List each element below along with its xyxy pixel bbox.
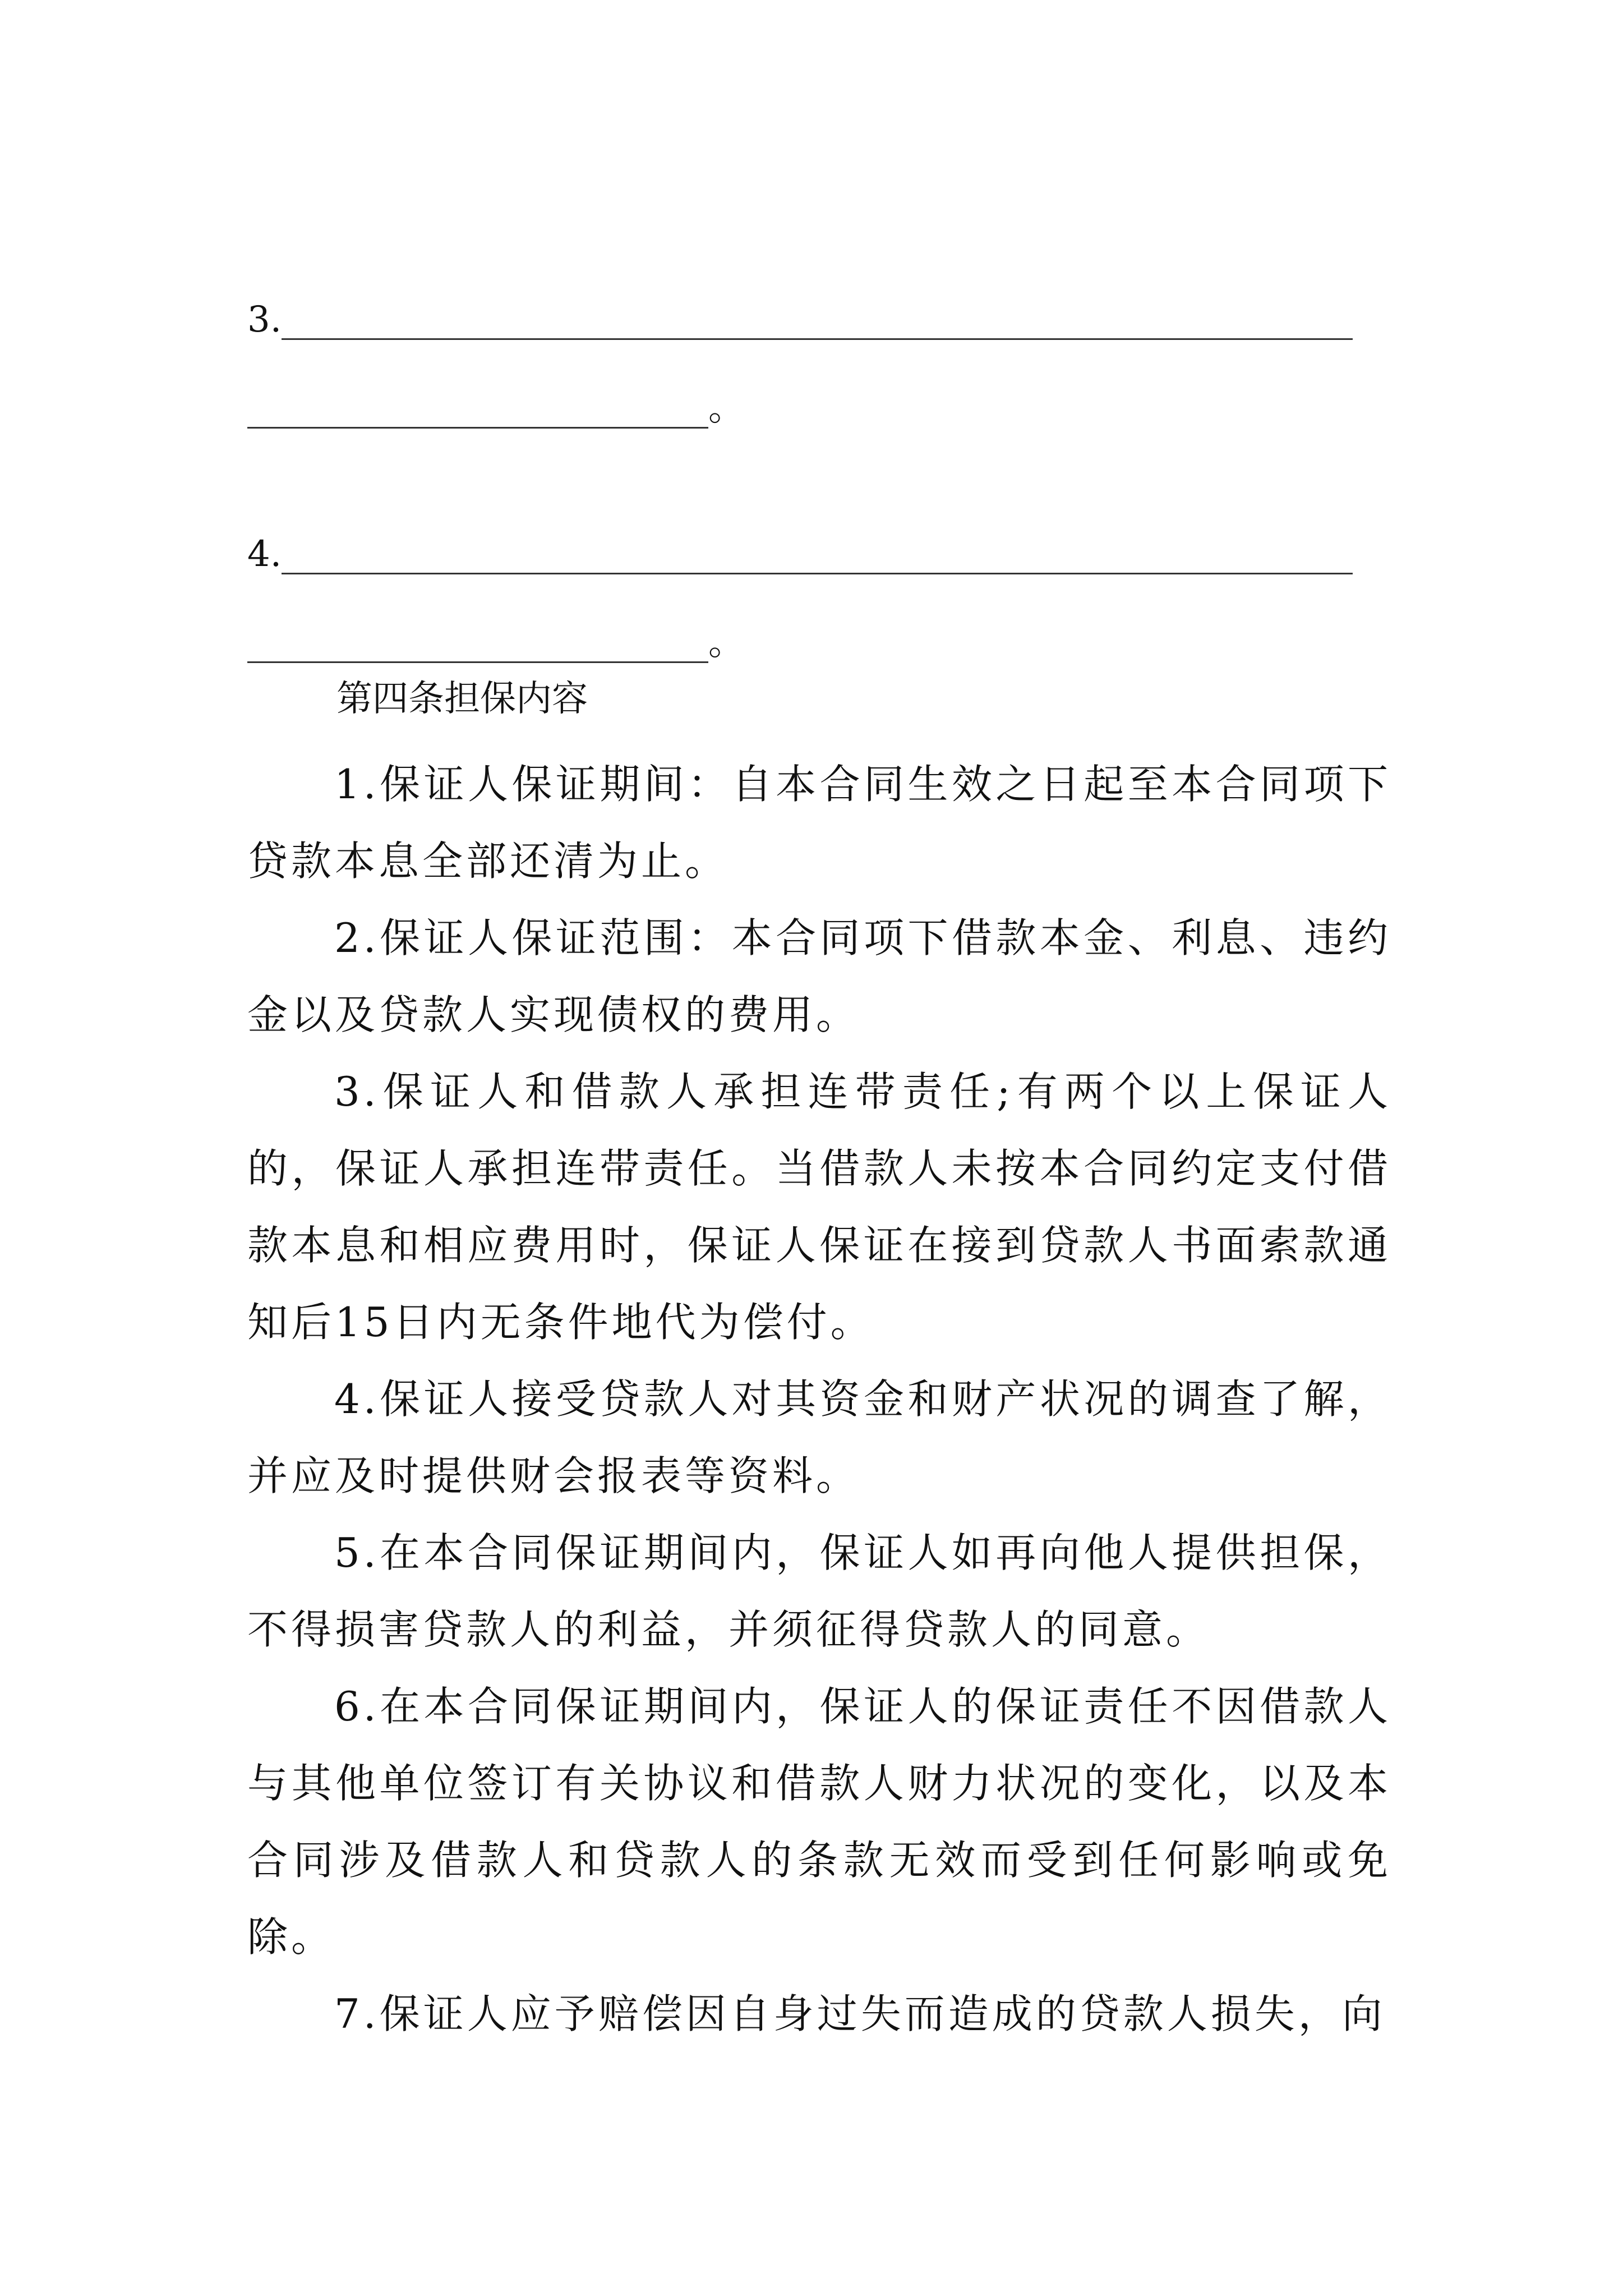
blank-item-4-fill-line-2: [247, 623, 708, 663]
clause-5: 5.在本合同保证期间内，保证人如再向他人提供担保，不得损害贷款人的利益，并须征得贷款人的同意。: [247, 1529, 1391, 1653]
blank-item-4-number: 4.: [247, 533, 282, 575]
clause-3: 3.保证人和借款人承担连带责任;有两个以上保证人的，保证人承担连带责任。当借款人未按本合同约定支付借款本息和相应费用时，保证人保证在接到贷款人书面索款通知后15日内无条件地代为偿付。: [247, 1068, 1391, 1346]
blank-item-3-number: 3.: [247, 299, 282, 341]
blank-item-4-end: 。: [708, 622, 744, 664]
blank-item-3-fill-line-2: [247, 389, 708, 429]
blank-item-4-line2: [247, 615, 744, 671]
blank-item-3-line1: [247, 292, 1353, 348]
clause-7: 7.保证人应予赔偿因自身过失而造成的贷款人损失，向: [334, 1990, 1386, 2037]
clause-2: 2.保证人保证范围：本合同项下借款本金、利息、违约金以及贷款人实现债权的费用。: [247, 914, 1391, 1038]
blank-item-4-fill-line: [282, 535, 1353, 574]
blank-item-4-line1: [247, 526, 1353, 582]
clause-1: 1.保证人保证期间：自本合同生效之日起至本合同项下贷款本息全部还清为止。: [247, 761, 1391, 885]
blank-item-3-line2: [247, 380, 744, 436]
clause-4: 4.保证人接受贷款人对其资金和财产状况的调查了解，并应及时提供财会报表等资料。: [247, 1375, 1391, 1499]
clause-6: 6.在本合同保证期间内，保证人的保证责任不因借款人与其他单位签订有关协议和借款人财力状况的变化，以及本合同涉及借款人和贷款人的条款无效而受到任何影响或免除。: [247, 1683, 1391, 1961]
section-heading: 第四条担保内容: [336, 678, 588, 720]
blank-item-3-end: 。: [708, 388, 744, 429]
blank-item-3-fill-line: [282, 300, 1353, 340]
